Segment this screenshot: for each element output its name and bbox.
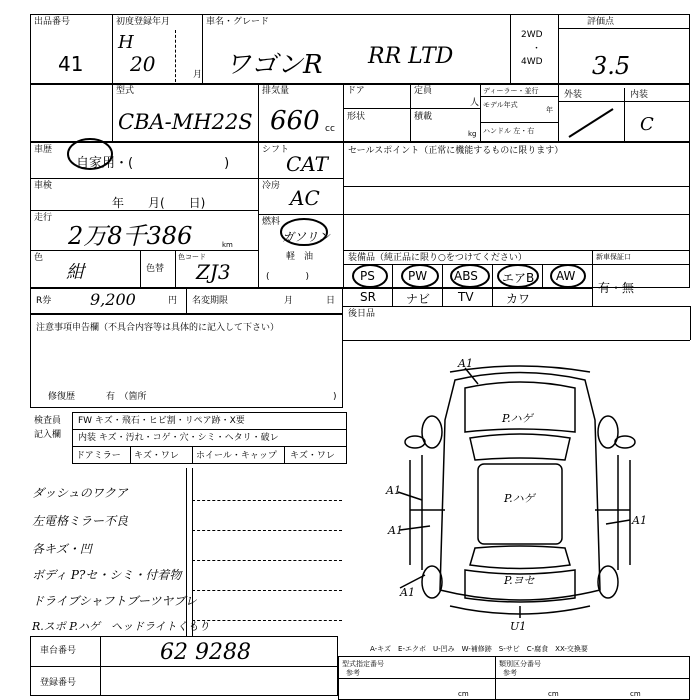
load-unit: kg xyxy=(468,130,477,138)
color-code-value: ZJ3 xyxy=(196,260,231,284)
equipment-circles xyxy=(343,262,593,290)
model-label: 車名・グレード xyxy=(206,17,270,27)
usage-circle xyxy=(64,130,116,174)
name-change-day: 日 xyxy=(326,296,336,306)
repair-label: 修復歴 xyxy=(48,392,76,402)
dim-label-1: 型式指定番号 xyxy=(342,660,384,668)
diagram-mark-a1-rear: A1 xyxy=(400,586,415,599)
dealer-label: ディーラー・並行 xyxy=(483,87,539,95)
repair-value: 有 （箇所 xyxy=(106,392,147,402)
vehicle-number-label: 車台番号 xyxy=(40,646,77,656)
diagram-mark-a1-left-2: A1 xyxy=(388,524,403,537)
ac-label: 冷房 xyxy=(262,181,281,191)
dim-sub-1: 参考 xyxy=(346,669,360,677)
displacement-label: 排気量 xyxy=(262,86,290,96)
lot-label: 出品番号 xyxy=(34,17,71,27)
inspector-row-3a: ドアミラー xyxy=(76,451,121,461)
inspector-label-1: 検査員 xyxy=(34,416,62,426)
dim-sub-2: 参考 xyxy=(503,669,517,677)
registration-label: 登録番号 xyxy=(40,678,77,688)
diagram-panel-rear: P.ヨセ xyxy=(504,574,535,587)
equip-leather: カワ xyxy=(506,292,531,306)
drive-2wd: 2WD xyxy=(521,30,543,40)
handle-label: ハンドル 左・右 xyxy=(483,127,535,135)
name-change-label: 名変期限 xyxy=(192,296,229,306)
equip-ps: PS xyxy=(360,269,375,283)
color-value: 紺 xyxy=(66,262,84,283)
recycle-unit: 円 xyxy=(168,296,178,306)
dim-cm-1: cm xyxy=(458,690,469,698)
fuel-value: ガソリン xyxy=(282,230,331,244)
inspector-row-1: FW キズ・飛石・ヒビ割・リペア跡・X要 xyxy=(78,416,245,426)
diagram-panel-hood: P.ハゲ xyxy=(502,412,533,425)
shift-value: CAT xyxy=(286,152,328,176)
fuel-circle xyxy=(278,216,330,248)
color-label: 色 xyxy=(34,253,44,263)
year-unit: 年 xyxy=(546,106,553,114)
first-reg-label: 初度登録年月 xyxy=(116,17,171,27)
dim-cm-3: cm xyxy=(630,690,641,698)
inspection-label: 車検 xyxy=(34,181,53,191)
model-name: ワゴンR xyxy=(225,50,323,80)
hand-note-4: ボディ P?セ・シミ・付着物 xyxy=(32,568,182,582)
model-year-label: モデル年式 xyxy=(483,101,518,109)
first-reg-year: 20 xyxy=(130,52,156,76)
inspection-fields: 年 月( 日) xyxy=(112,196,206,210)
inspector-row-2: 内装 キズ・汚れ・コゲ・穴・シミ・ヘタリ・破レ xyxy=(78,433,279,443)
warranty-value: 有・無 xyxy=(598,281,635,295)
load-label: 積載 xyxy=(414,112,433,122)
score-label: 評価点 xyxy=(587,17,615,27)
equip-airbag: エアB xyxy=(502,271,535,285)
aftermarket-label: 後日品 xyxy=(348,309,376,319)
mileage-unit: km xyxy=(222,241,233,249)
new-warranty-label: 新車保証口 xyxy=(596,253,631,261)
inspector-row-3d: キズ・ワレ xyxy=(290,451,335,461)
interior-grade: C xyxy=(640,114,654,135)
shape-label: 形状 xyxy=(347,112,366,122)
mileage-label: 走行 xyxy=(34,213,53,223)
diesel-label: 軽 油 xyxy=(286,252,314,262)
shift-label: シフト xyxy=(262,145,290,155)
usage-value: 自家用・( ) xyxy=(76,156,230,171)
diagram-panel-roof: P.ハゲ xyxy=(504,492,535,505)
hand-note-5: ドライブシャフトブーツヤブレ xyxy=(32,594,197,608)
hand-note-1: ダッシュのワクア xyxy=(32,486,128,500)
capacity-unit: 人 xyxy=(470,98,480,108)
hand-note-3: 各キズ・凹 xyxy=(32,542,92,556)
fuel-label: 燃料 xyxy=(262,217,281,227)
diagram-mark-a1-front: A1 xyxy=(458,357,473,370)
dim-label-2: 類別区分番号 xyxy=(499,660,541,668)
usage-label: 車歴 xyxy=(34,145,53,155)
type-value: CBA-MH22S xyxy=(118,110,253,134)
inspector-label-2: 記入欄 xyxy=(34,430,62,440)
diagram-mark-a1-left-1: A1 xyxy=(386,484,401,497)
mileage-value: 2万8千386 xyxy=(68,222,193,250)
inspector-row-3b: キズ・ワレ xyxy=(134,451,179,461)
color-code-label: 色コード xyxy=(178,253,206,261)
damage-legend: A-キズ E-エクボ U-凹み W-補修跡 S-サビ C-腐食 XX-交換要 xyxy=(370,645,588,653)
ac-value: AC xyxy=(290,186,320,210)
door-label: ドア xyxy=(347,86,365,96)
grade: RR LTD xyxy=(368,44,454,69)
exterior-label: 外装 xyxy=(564,90,583,100)
equip-navi: ナビ xyxy=(406,292,431,306)
hand-note-2: 左電格ミラー不良 xyxy=(32,514,129,528)
diagram-mark-a1-right: A1 xyxy=(632,514,647,527)
month-unit: 月 xyxy=(193,70,203,80)
lot-number: 41 xyxy=(58,52,84,76)
inspector-row-3c: ホイール・キャップ xyxy=(196,451,277,461)
displacement-unit: cc xyxy=(325,124,335,134)
equip-sr: SR xyxy=(360,290,376,304)
vehicle-number-value: 62 9288 xyxy=(160,640,251,665)
first-reg-era: H xyxy=(118,32,134,53)
score-value: 3.5 xyxy=(592,52,631,80)
equip-pw: PW xyxy=(408,269,428,283)
equip-abs: ABS xyxy=(454,269,478,283)
recycle-value: 9,200 xyxy=(90,290,136,309)
hand-note-6: R.スポ P.ハゲ ヘッドライトくもり xyxy=(32,620,210,633)
dim-cm-2: cm xyxy=(548,690,559,698)
equipment-label: 装備品（純正品に限り○をつけてください） xyxy=(348,253,527,263)
color-change-label: 色替 xyxy=(146,264,165,274)
interior-label: 内装 xyxy=(630,90,649,100)
drive-4wd: 4WD xyxy=(521,57,543,67)
recycle-label: R券 xyxy=(36,296,52,306)
repair-close: ) xyxy=(333,392,337,402)
equip-tv: TV xyxy=(458,290,474,304)
name-change-month: 月 xyxy=(284,296,294,306)
type-label: 型式 xyxy=(116,86,135,96)
equip-aw: AW xyxy=(556,269,576,283)
capacity-label: 定員 xyxy=(414,86,433,96)
exterior-grade-slash xyxy=(565,103,623,141)
diagram-mark-u1: U1 xyxy=(510,620,527,633)
sales-point-label: セールスポイント（正常に機能するものに限ります） xyxy=(348,146,564,156)
notes-label: 注意事項申告欄（不具合内容等は具体的に記入して下さい） xyxy=(36,323,280,333)
displacement-value: 660 xyxy=(270,106,320,136)
